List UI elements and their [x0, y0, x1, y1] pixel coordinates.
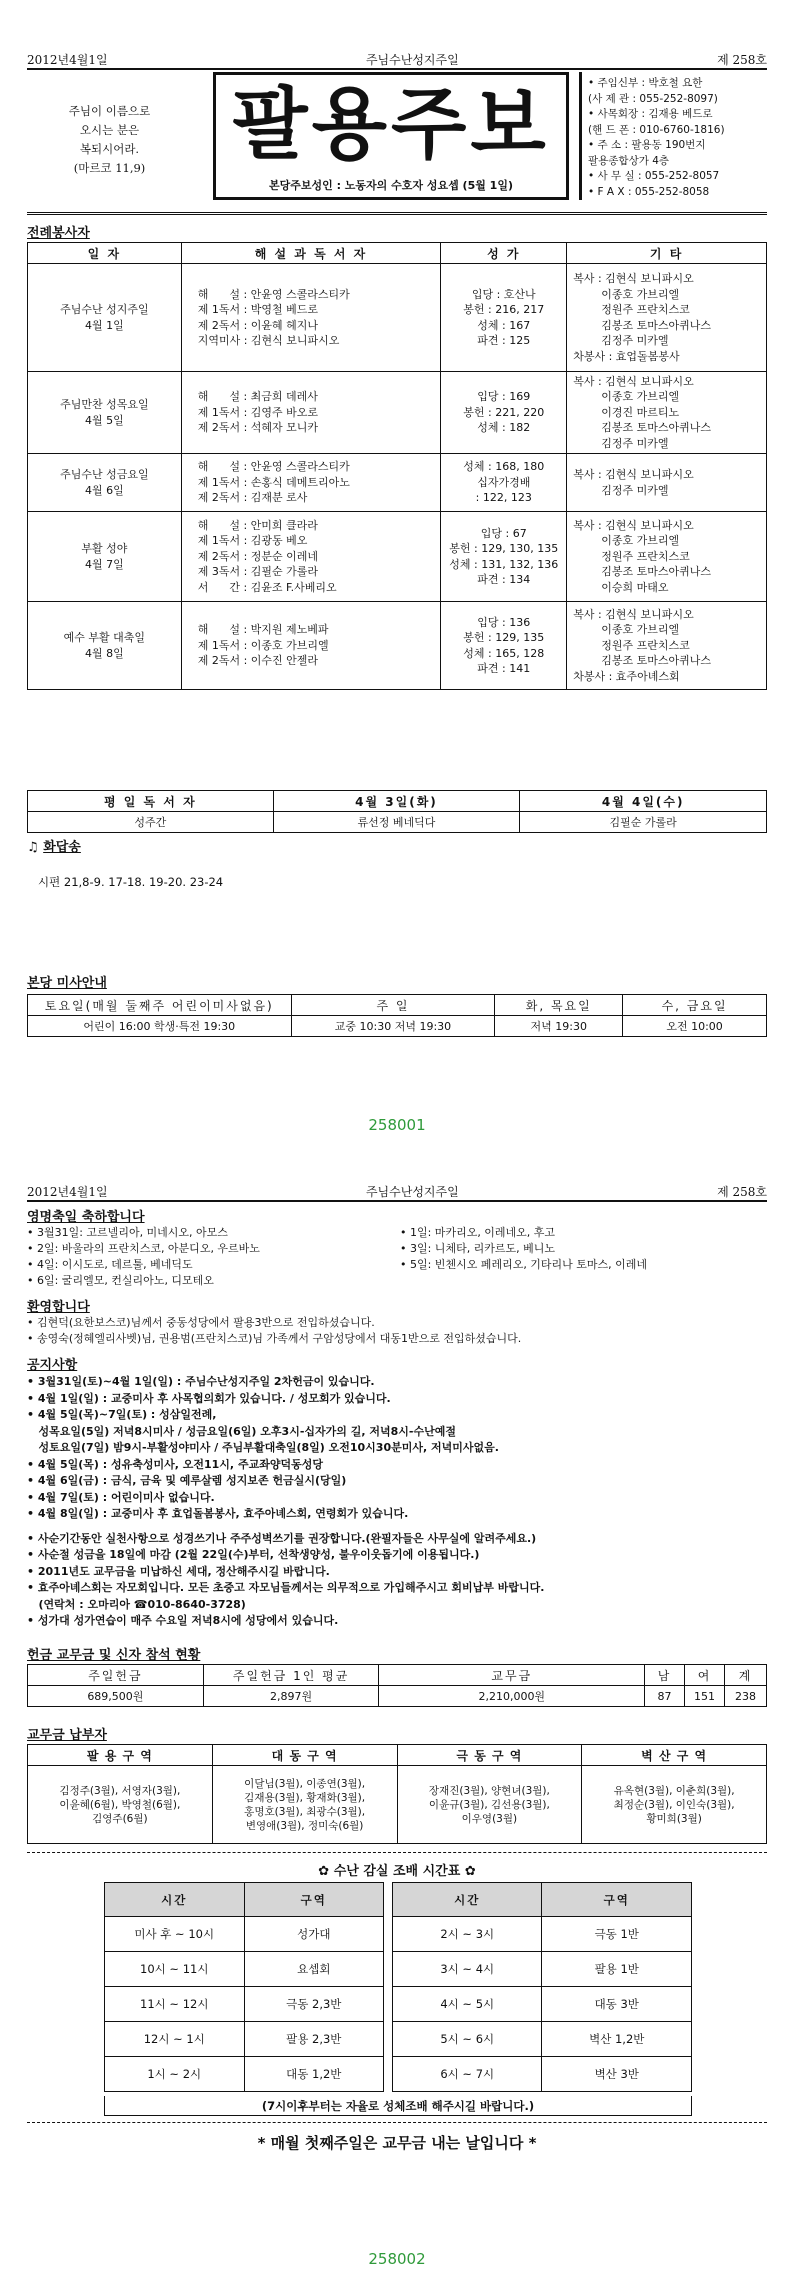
readers-line: 제 2독서 : 정분순 이레네	[197, 549, 319, 563]
offering-value: 2,897원	[203, 1686, 379, 1707]
other-line: 이종호 가브리엘	[573, 623, 680, 637]
hymns-line: 입당 : 67	[480, 526, 527, 540]
confession-title-text: 수난 감실 조배 시간표	[333, 1864, 461, 1879]
cell-date	[28, 264, 182, 372]
dues-cell	[397, 1766, 582, 1844]
readers-line: 제 2독서 : 김재분 로사	[197, 491, 308, 505]
hymns-line: 입당 : 136	[477, 615, 531, 629]
hymns-line: 파견 : 125	[477, 334, 531, 347]
other-line: 이승희 마태오	[573, 580, 669, 594]
page-2	[0, 1150, 794, 2286]
other-line: 복사 : 김현식 보니파시오	[573, 374, 694, 388]
dues-line: 최정순(3월), 이인숙(3월),	[613, 1798, 735, 1811]
liturgy-section-title: 전례봉사자	[27, 226, 90, 241]
cell-hymns	[441, 454, 567, 512]
info-line: • 주임신부 : 박호철 요한	[588, 77, 703, 89]
table-row	[105, 1952, 692, 1987]
header-issue: 제 258호	[717, 1185, 767, 1199]
hymns-line: 봉헌 : 216, 217	[463, 303, 545, 316]
flower-icon: ✿	[318, 1864, 330, 1879]
other-line: 복사 : 김현식 보니파시오	[573, 272, 694, 285]
weekday-header: 4월 3일(화)	[273, 791, 520, 812]
header-title: 주님수난성지주일	[365, 53, 459, 67]
hymns-line: 성체 : 165, 128	[463, 646, 545, 660]
masthead-motto	[27, 102, 192, 178]
info-line: • F A X : 055-252-8058	[588, 185, 710, 198]
adoration-cell: 미사 후 ~ 10시	[105, 1917, 245, 1952]
offering-header: 계	[724, 1665, 766, 1686]
other-line: 복사 : 김현식 보니파시오	[573, 607, 694, 621]
cell-readers	[181, 512, 441, 602]
mass-section-title: 본당 미사안내	[27, 976, 107, 991]
offering-section-title: 헌금 교무금 및 신자 참석 현황	[27, 1648, 201, 1663]
cell-date	[28, 454, 182, 512]
date-line: 주님수난 성지주일	[60, 303, 149, 316]
dues-line: 이달님(3월), 이종연(3월),	[244, 1777, 366, 1790]
hymns-line: 성체 : 131, 132, 136	[449, 557, 559, 571]
adoration-schedule-table	[104, 1882, 692, 2092]
music-note-icon: ♫	[27, 840, 39, 855]
notice-item: • 4월 5일(목)~7일(토) : 성삼일전례,	[27, 1408, 217, 1421]
adoration-cell: 대동 1,2반	[244, 2057, 384, 2092]
psalm-title-text: 화답송	[43, 840, 81, 855]
psalm-title	[27, 836, 81, 855]
page-header	[27, 46, 767, 70]
col-header-hymns: 성 가	[441, 243, 567, 264]
motto-line: 오시는 분은	[79, 123, 140, 137]
adoration-cell: 극동 1반	[542, 1917, 692, 1952]
hymns-line: 성체 : 167	[477, 318, 531, 332]
other-line: 복사 : 김현식 보니파시오	[573, 518, 694, 532]
bulletin-title: 팔용주보	[232, 79, 550, 170]
other-line: 정원주 프란치스코	[573, 549, 690, 563]
table-row	[28, 264, 767, 372]
namedays-section-title: 영명축일 축하합니다	[27, 1210, 145, 1225]
mass-time: 저녁 19:30	[495, 1016, 623, 1037]
other-line: 김정주 미카엘	[573, 334, 669, 347]
header-date: 2012년4월1일	[27, 1185, 108, 1199]
date-line: 4월 1일	[84, 318, 124, 332]
readers-line: 제 1독서 : 이종호 가브리엘	[197, 638, 329, 652]
table-header-row	[28, 243, 767, 264]
other-line: 김봉조 토마스아퀴나스	[573, 565, 711, 579]
header-date: 2012년4월1일	[27, 53, 108, 67]
namedays-left-list	[27, 1225, 397, 1289]
list-item: • 2일: 바울라의 프란치스코, 아분디오, 우르바노	[27, 1242, 260, 1255]
flower-icon: ✿	[464, 1864, 476, 1879]
offering-header: 교무금	[379, 1665, 645, 1686]
info-line: (핸 드 폰 : 010-6760-1816)	[588, 123, 725, 136]
col-header-other: 기 타	[567, 243, 767, 264]
liturgy-rows	[28, 264, 767, 690]
table-row	[28, 454, 767, 512]
dues-table	[27, 1744, 767, 1844]
notice-item: • 4월 6일(금) : 금식, 금육 및 예루살렘 성지보존 헌금실시(당일)	[27, 1474, 347, 1487]
cell-readers	[181, 372, 441, 454]
readers-line: 제 2독서 : 이수진 안젤라	[197, 654, 319, 668]
adoration-cell: 6시 ~ 7시	[393, 2057, 542, 2092]
list-item: • 송영숙(정혜엘리사벳)님, 권용범(프란치스코)님 가족께서 구암성당에서 대동1반으로 전입하셨습니다.	[27, 1332, 522, 1345]
adoration-header: 구역	[244, 1883, 384, 1917]
hymns-line: : 122, 123	[475, 491, 532, 505]
weekday-value: 성주간	[28, 812, 274, 833]
readers-line: 제 2독서 : 이윤혜 헤지나	[197, 318, 319, 332]
offering-header: 여	[685, 1665, 725, 1686]
motto-line: 복되시어라.	[79, 142, 140, 156]
masthead	[27, 72, 767, 200]
col-header-readers: 해 설 과 독 서 자	[181, 243, 441, 264]
column-gap	[384, 2057, 393, 2092]
notice-item: • 사순기간동안 실천사항으로 성경쓰기나 주주성벽쓰기를 권장합니다.(완필자들은 사무실에 알려주세요.)	[27, 1531, 537, 1545]
offering-value: 2,210,000원	[379, 1686, 645, 1707]
adoration-rows	[105, 1917, 692, 2092]
cell-other	[567, 372, 767, 454]
dues-line: 김재용(3월), 황재화(3월),	[244, 1791, 366, 1804]
table-row	[105, 2022, 692, 2057]
column-gap	[384, 1952, 393, 1987]
masthead-title-box	[213, 72, 569, 200]
column-gap	[384, 1917, 393, 1952]
dues-cell	[582, 1766, 767, 1844]
mass-time: 오전 10:00	[623, 1016, 767, 1037]
hymns-line: 봉헌 : 129, 130, 135	[449, 542, 559, 555]
other-line: 김정주 미카엘	[573, 483, 669, 497]
mass-times-table	[27, 994, 767, 1037]
notice-item: • 4월 1일(일) : 교중미사 후 사목협의회가 있습니다. / 성모회가 있습니다.	[27, 1391, 391, 1405]
dues-cell	[28, 1766, 213, 1844]
notice-item: • 효주아녜스회는 자모회입니다. 모든 초중고 자모님들께서는 의무적으로 가입해주시고 회비납부 바랍니다.	[27, 1581, 545, 1594]
readers-line: 제 3독서 : 김필순 가롤라	[197, 565, 319, 579]
readers-line: 해 설 : 안윤영 스콜라스티카	[197, 460, 350, 474]
column-gap	[384, 2022, 393, 2057]
cell-readers	[181, 602, 441, 690]
page-number: 258002	[368, 2250, 426, 2268]
readers-line: 제 1독서 : 손홍식 데메트리아노	[197, 475, 350, 489]
mass-header: 토요일(매월 둘째주 어린이미사없음)	[28, 995, 292, 1016]
mass-header: 수, 금요일	[623, 995, 767, 1016]
dues-reminder: * 매월 첫째주일은 교무금 내는 날입니다 *	[257, 2134, 537, 2152]
hymns-line: 봉헌 : 129, 135	[463, 631, 545, 644]
dues-line: 이우영(3월)	[461, 1812, 518, 1825]
masthead-rule	[27, 212, 767, 215]
adoration-cell: 벽산 3반	[542, 2057, 692, 2092]
other-line: 복사 : 김현식 보니파시오	[573, 468, 694, 481]
namedays-right-list	[400, 1225, 767, 1273]
readers-line: 해 설 : 박지원 제노베파	[197, 623, 329, 637]
mass-header: 화, 목요일	[495, 995, 623, 1016]
hymns-line: 파견 : 134	[477, 573, 531, 586]
weekday-header: 4월 4일(수)	[520, 791, 767, 812]
weekday-header: 평 일 독 서 자	[28, 791, 274, 812]
readers-line: 제 2독서 : 석혜자 모니카	[197, 421, 319, 435]
dues-line: 변영애(3월), 정미숙(6월)	[245, 1819, 364, 1832]
adoration-cell: 벽산 1,2반	[542, 2022, 692, 2057]
table-row	[105, 1987, 692, 2022]
other-line: 정원주 프란치스코	[573, 303, 690, 316]
dues-header: 팔 용 구 역	[28, 1745, 213, 1766]
header-issue: 제 258호	[717, 53, 767, 67]
adoration-cell: 팔용 2,3반	[244, 2022, 384, 2057]
divider	[27, 2122, 767, 2123]
date-line: 예수 부활 대축일	[63, 631, 146, 644]
parish-contact-info	[579, 72, 767, 200]
adoration-header: 시간	[105, 1883, 245, 1917]
notice-item: • 2011년도 교무금을 미납하신 세대, 정산해주시길 바랍니다.	[27, 1564, 330, 1578]
notice-item: • 4월 5일(목) : 성유축성미사, 오전11시, 주교좌양덕동성당	[27, 1457, 323, 1471]
table-row	[105, 2057, 692, 2092]
hymns-line: 입당 : 호산나	[471, 287, 536, 301]
weekday-readers-table	[27, 790, 767, 833]
column-gap	[384, 1987, 393, 2022]
offering-header: 주일헌금 1인 평균	[203, 1665, 379, 1686]
header-title: 주님수난성지주일	[365, 1185, 459, 1199]
hymns-line: 성체 : 168, 180	[463, 460, 545, 474]
cell-readers	[181, 264, 441, 372]
cell-hymns	[441, 602, 567, 690]
date-line: 주님수난 성금요일	[60, 468, 149, 481]
dues-line: 이윤규(3월), 김선용(3월),	[428, 1798, 550, 1811]
dues-cell	[212, 1766, 397, 1844]
adoration-cell: 2시 ~ 3시	[393, 1917, 542, 1952]
hymns-line: 십자가경배	[477, 475, 531, 489]
adoration-cell: 4시 ~ 5시	[393, 1987, 542, 2022]
list-item: • 5일: 빈첸시오 페레리오, 기타리나 토마스, 이레네	[400, 1258, 648, 1271]
cell-other	[567, 454, 767, 512]
readers-line: 제 1독서 : 박영철 베드로	[197, 303, 319, 316]
other-line: 정원주 프란치스코	[573, 638, 690, 652]
notice-item: • 성가대 성가연습이 매주 수요일 저녁8시에 성당에서 있습니다.	[27, 1614, 339, 1627]
readers-line: 해 설 : 최금희 데레사	[197, 390, 318, 404]
cell-date	[28, 372, 182, 454]
dues-line: 홍명호(3월), 최광수(3월),	[244, 1805, 366, 1818]
offering-value: 238	[724, 1686, 766, 1707]
adoration-cell: 요셉회	[244, 1952, 384, 1987]
adoration-cell: 12시 ~ 1시	[105, 2022, 245, 2057]
list-item: • 4일: 이시도로, 데르툴, 베네딕도	[27, 1258, 193, 1271]
dues-line: 김정주(3월), 서영자(3월),	[59, 1784, 181, 1797]
adoration-cell: 극동 2,3반	[244, 1987, 384, 2022]
column-gap	[384, 1883, 393, 1917]
notice-item: • 4월 7일(토) : 어린이미사 없습니다.	[27, 1490, 215, 1504]
weekday-value: 김필순 가롤라	[520, 812, 767, 833]
offering-value: 689,500원	[28, 1686, 204, 1707]
dues-line: 김영주(6월)	[92, 1812, 148, 1825]
notice-item: • 4월 8일(일) : 교중미사 후 효업돌봄봉사, 효주아녜스회, 연령회가 있습니다.	[27, 1507, 409, 1520]
col-header-date: 일 자	[28, 243, 182, 264]
offering-header: 남	[645, 1665, 685, 1686]
dues-line: 이윤혜(6월), 박영철(6월),	[59, 1798, 181, 1811]
notices-section-title: 공지사항	[27, 1358, 78, 1373]
date-line: 4월 5일	[84, 413, 124, 427]
notices-list	[27, 1374, 767, 1630]
adoration-cell: 11시 ~ 12시	[105, 1987, 245, 2022]
confession-title	[0, 1860, 794, 1879]
mass-time: 교중 10:30 저녁 19:30	[291, 1016, 495, 1037]
adoration-note: (7시이후부터는 자율로 성체조배 해주시길 바랍니다.)	[104, 2096, 692, 2116]
readers-line: 지역미사 : 김현식 보니파시오	[197, 334, 340, 347]
list-item: • 3일: 니체타, 리카르도, 베니노	[400, 1242, 556, 1255]
list-item: • 6일: 굴리엘모, 컨실리아노, 디모테오	[27, 1274, 214, 1287]
cell-hymns	[441, 512, 567, 602]
offering-table	[27, 1664, 767, 1707]
other-line: 이종호 가브리엘	[573, 390, 680, 404]
info-line: • 사목회장 : 김재용 베드로	[588, 108, 713, 120]
list-item: • 김현덕(요한보스코)님께서 중동성당에서 팔용3반으로 전입하셨습니다.	[27, 1316, 375, 1329]
hymns-line: 봉헌 : 221, 220	[463, 405, 545, 419]
cell-hymns	[441, 264, 567, 372]
dues-line: 장재진(3월), 양현녀(3월),	[428, 1784, 550, 1797]
info-line: (사 제 관 : 055-252-8097)	[588, 92, 718, 105]
adoration-cell: 3시 ~ 4시	[393, 1952, 542, 1987]
table-row	[28, 602, 767, 690]
weekday-value: 류선정 베네딕다	[273, 812, 520, 833]
date-line: 주님만찬 성목요일	[60, 398, 149, 411]
hymns-line: 파견 : 141	[477, 662, 531, 675]
list-item: • 1일: 마카리오, 이레네오, 후고	[400, 1226, 556, 1239]
adoration-cell: 1시 ~ 2시	[105, 2057, 245, 2092]
info-line: • 사 무 실 : 055-252-8057	[588, 170, 720, 182]
dues-line: 유옥현(3월), 이춘희(3월),	[613, 1784, 735, 1797]
adoration-cell: 팔용 1반	[542, 1952, 692, 1987]
dues-values-row	[28, 1766, 767, 1844]
other-line: 김봉조 토마스아퀴나스	[573, 421, 711, 435]
patron-saint-line: 본당주보성인 : 노동자의 수호자 성요셉 (5월 1일)	[268, 179, 513, 192]
mass-time: 어린이 16:00 학생·특전 19:30	[28, 1016, 292, 1037]
date-line: 4월 7일	[84, 557, 124, 571]
welcome-section-title: 환영합니다	[27, 1300, 90, 1315]
info-line: 팔용종합상가 4층	[588, 154, 670, 167]
dues-header: 극 동 구 역	[397, 1745, 582, 1766]
dues-section-title: 교무금 납부자	[27, 1728, 107, 1743]
notice-item: 성토요일(7일) 밤9시-부활성야미사 / 주님부활대축일(8일) 오전10시30분미사, 저녁미사없음.	[27, 1441, 499, 1454]
page-header	[27, 1178, 767, 1202]
info-line: • 주 소 : 팔용동 190번지	[588, 139, 706, 151]
cell-other	[567, 264, 767, 372]
dues-line: 황미희(3월)	[646, 1812, 702, 1825]
adoration-cell: 10시 ~ 11시	[105, 1952, 245, 1987]
cell-date	[28, 512, 182, 602]
table-row	[28, 372, 767, 454]
adoration-cell: 대동 3반	[542, 1987, 692, 2022]
date-line: 4월 6일	[84, 483, 124, 497]
other-line: 김봉조 토마스아퀴나스	[573, 318, 711, 332]
cell-other	[567, 512, 767, 602]
readers-line: 서 간 : 김윤조 F.사베리오	[197, 580, 337, 594]
other-line: 김봉조 토마스아퀴나스	[573, 654, 711, 668]
other-line: 차봉사 : 효주아녜스회	[573, 669, 680, 683]
cell-hymns	[441, 372, 567, 454]
offering-value: 151	[685, 1686, 725, 1707]
readers-line: 제 1독서 : 김영주 바오로	[197, 405, 319, 419]
psalm-reference: 시편 21,8-9. 17-18. 19-20. 23-24	[38, 875, 224, 889]
other-line: 이종호 가브리엘	[573, 534, 680, 548]
dues-header: 벽 산 구 역	[582, 1745, 767, 1766]
adoration-header: 시간	[393, 1883, 542, 1917]
readers-line: 제 1독서 : 김광동 베오	[197, 534, 308, 548]
table-row	[28, 512, 767, 602]
other-line: 이종호 가브리엘	[573, 287, 680, 301]
dues-header: 대 동 구 역	[212, 1745, 397, 1766]
page-number: 258001	[368, 1116, 426, 1134]
notice-item: • 3월31일(토)~4월 1일(일) : 주님수난성지주일 2차헌금이 있습니다.	[27, 1375, 375, 1388]
offering-header: 주일헌금	[28, 1665, 204, 1686]
welcome-list	[27, 1315, 767, 1347]
date-line: 부활 성야	[81, 542, 128, 555]
motto-line: 주님이 이름으로	[68, 104, 151, 118]
mass-header: 주 일	[291, 995, 495, 1016]
liturgy-schedule-table	[27, 242, 767, 690]
date-line: 4월 8일	[84, 646, 124, 660]
cell-readers	[181, 454, 441, 512]
adoration-cell: 성가대	[244, 1917, 384, 1952]
motto-line: (마르코 11,9)	[73, 161, 146, 175]
notice-item: 성목요일(5일) 저녁8시미사 / 성금요일(6일) 오후3시-십자가의 길, 저녁8시-수난예절	[27, 1424, 456, 1438]
hymns-line: 입당 : 169	[477, 390, 531, 404]
notice-item: • 사순절 성금을 18일에 마감 (2월 22일(수)부터, 선착생양성, 불우이웃돕기에 이용됩니다.)	[27, 1548, 480, 1561]
hymns-line: 성체 : 182	[477, 421, 531, 435]
other-line: 이경진 마르티노	[573, 405, 680, 419]
notice-item: (연락처 : 오마리아 ☎010-8640-3728)	[27, 1597, 246, 1611]
list-item: • 3월31일: 고르넬리아, 미네시오, 아모스	[27, 1226, 228, 1239]
readers-line: 해 설 : 안미희 클라라	[197, 518, 318, 532]
cell-date	[28, 602, 182, 690]
notice-item	[27, 1523, 767, 1531]
readers-line: 해 설 : 안윤영 스콜라스티카	[197, 287, 350, 301]
offering-value: 87	[645, 1686, 685, 1707]
adoration-header: 구역	[542, 1883, 692, 1917]
cell-other	[567, 602, 767, 690]
other-line: 김정주 미카엘	[573, 436, 669, 450]
adoration-cell: 5시 ~ 6시	[393, 2022, 542, 2057]
other-line: 차봉사 : 효업돌봄봉사	[573, 349, 680, 363]
table-row	[105, 1917, 692, 1952]
divider	[27, 1852, 767, 1853]
